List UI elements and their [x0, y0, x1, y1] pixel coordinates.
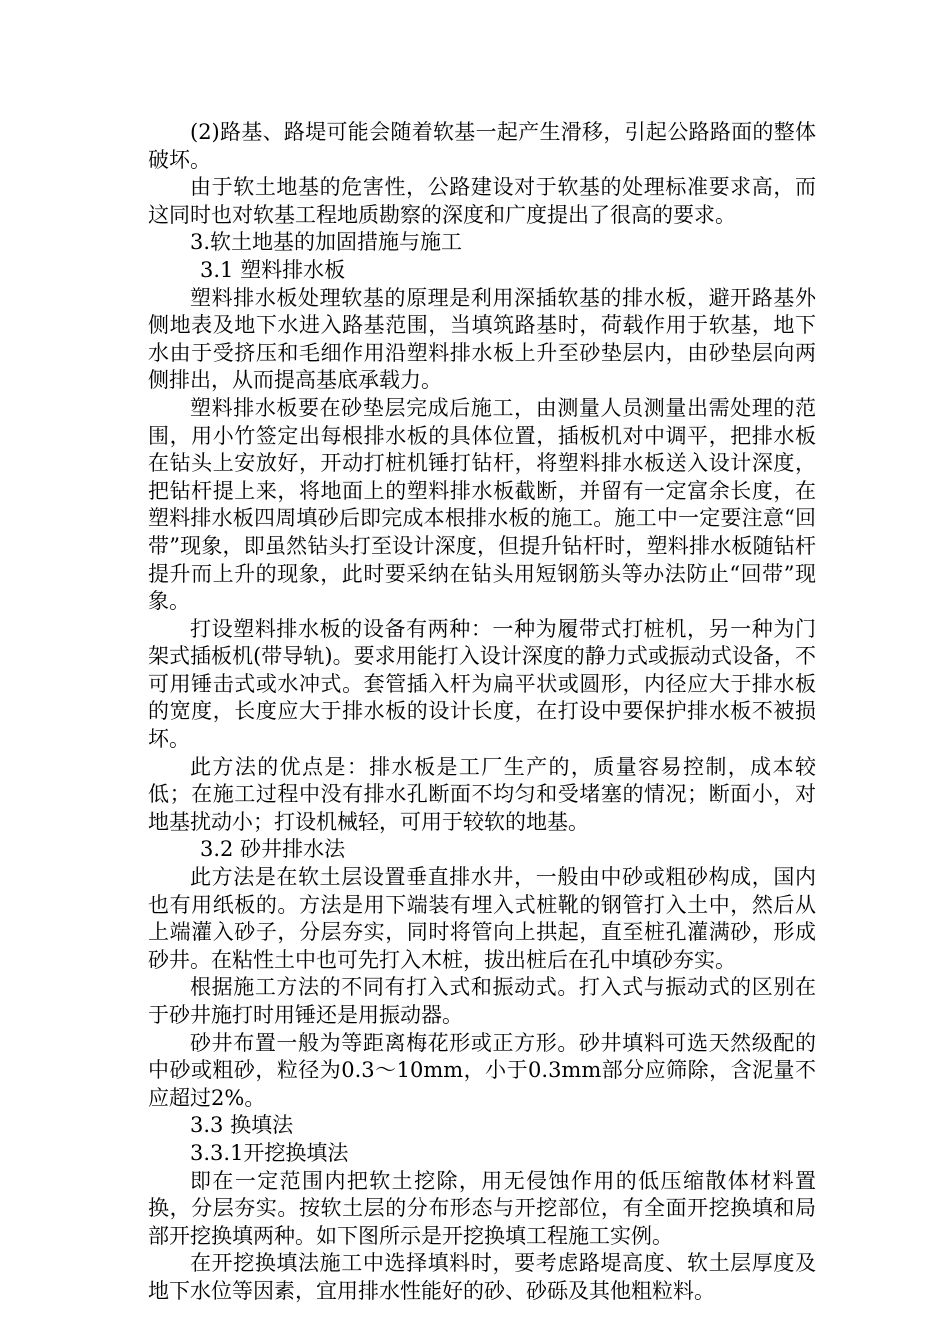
paragraph-fill-selection: 在开挖换填法施工中选择填料时，要考虑路堤高度、软土层厚度及地下水位等因素，宜用排水性能好的砂、砂砾及其他粗粒料。	[148, 1251, 816, 1303]
paragraph-sand-well-types: 根据施工方法的不同有打入式和振动式。打入式与振动式的区别在于砂井施打时用锤还是用振动器。	[148, 975, 816, 1027]
paragraph-excavation-replacement: 即在一定范围内把软土挖除，用无侵蚀作用的低压缩散体材料置换，分层夯实。按软土层的分布形态与开挖部位，有全面开挖换填和局部开挖换填两种。如下图所示是开挖换填工程施工实例。	[148, 1168, 816, 1248]
document-body	[148, 119, 816, 1306]
paragraph-sand-well-method: 此方法是在软土层设置垂直排水井，一般由中砂或粗砂构成，国内也有用纸板的。方法是用下端装有埋入式桩靴的钢管打入土中，然后从上端灌入砂子，分层夯实，同时将管向上拱起，直至桩孔灌满砂，形成砂井。在粘性土中也可先打入木桩，拔出桩后在孔中填砂夯实。	[148, 865, 816, 972]
subsection-heading-plastic-drain-board: 3.1 塑料排水板	[200, 257, 346, 282]
paragraph-landslide-risk: (2)路基、路堤可能会随着软基一起产生滑移，引起公路路面的整体破坏。	[148, 120, 816, 172]
paragraph-drain-board-principle: 塑料排水板处理软基的原理是利用深插软基的排水板，避开路基外侧地表及地下水进入路基范围，当填筑路基时，荷载作用于软基，地下水由于受挤压和毛细作用沿塑料排水板上升至砂垫层内，由砂垫层向两侧排出，从而提高基底承载力。	[148, 285, 816, 393]
section-heading-reinforcement: 3.软土地基的加固措施与施工	[190, 230, 463, 255]
subsubsection-heading-excavation-replacement: 3.3.1开挖换填法	[190, 1140, 349, 1165]
subsection-heading-replacement: 3.3 换填法	[190, 1113, 294, 1138]
paragraph-drain-board-construction: 塑料排水板要在砂垫层完成后施工，由测量人员测量出需处理的范围，用小竹签定出每根排水板的具体位置，插板机对中调平，把排水板在钻头上安放好，开动打桩机锤打钻杆，将塑料排水板送入设计深度，把钻杆提上来，将地面上的塑料排水板截断，并留有一定富余长度，在塑料排水板四周填砂后即完成本根排水板的施工。施工中一定要注意“回带”现象，即虽然钻头打至设计深度，但提升钻杆时，塑料排水板随钻杆提升而上升的现象，此时要采纳在钻头用短钢筋头等办法防止“回带”现象。	[148, 395, 816, 614]
paragraph-survey-requirements: 由于软土地基的危害性，公路建设对于软基的处理标准要求高，而这同时也对软基工程地质勘察的深度和广度提出了很高的要求。	[148, 175, 816, 227]
paragraph-sand-well-layout: 砂井布置一般为等距离梅花形或正方形。砂井填料可选天然级配的中砂或粗砂，粒径为0.3～10mm，小于0.3mm部分应筛除，含泥量不应超过2%。	[148, 1030, 816, 1110]
paragraph-drain-board-advantages: 此方法的优点是：排水板是工厂生产的，质量容易控制，成本较低；在施工过程中没有排水孔断面不均匀和受堵塞的情况；断面小，对地基扰动小；打设机械轻，可用于较软的地基。	[148, 754, 816, 834]
subsection-heading-sand-well: 3.2 砂井排水法	[200, 837, 346, 862]
paragraph-drain-board-equipment: 打设塑料排水板的设备有两种：一种为履带式打桩机，另一种为门架式插板机(带导轨)。要求用能打入设计深度的静力式或振动式设备，不可用锤击式或水冲式。套管插入杆为扁平状或圆形，内径应大于排水板的宽度，长度应大于排水板的设计长度，在打设中要保护排水板不被损坏。	[148, 616, 816, 752]
